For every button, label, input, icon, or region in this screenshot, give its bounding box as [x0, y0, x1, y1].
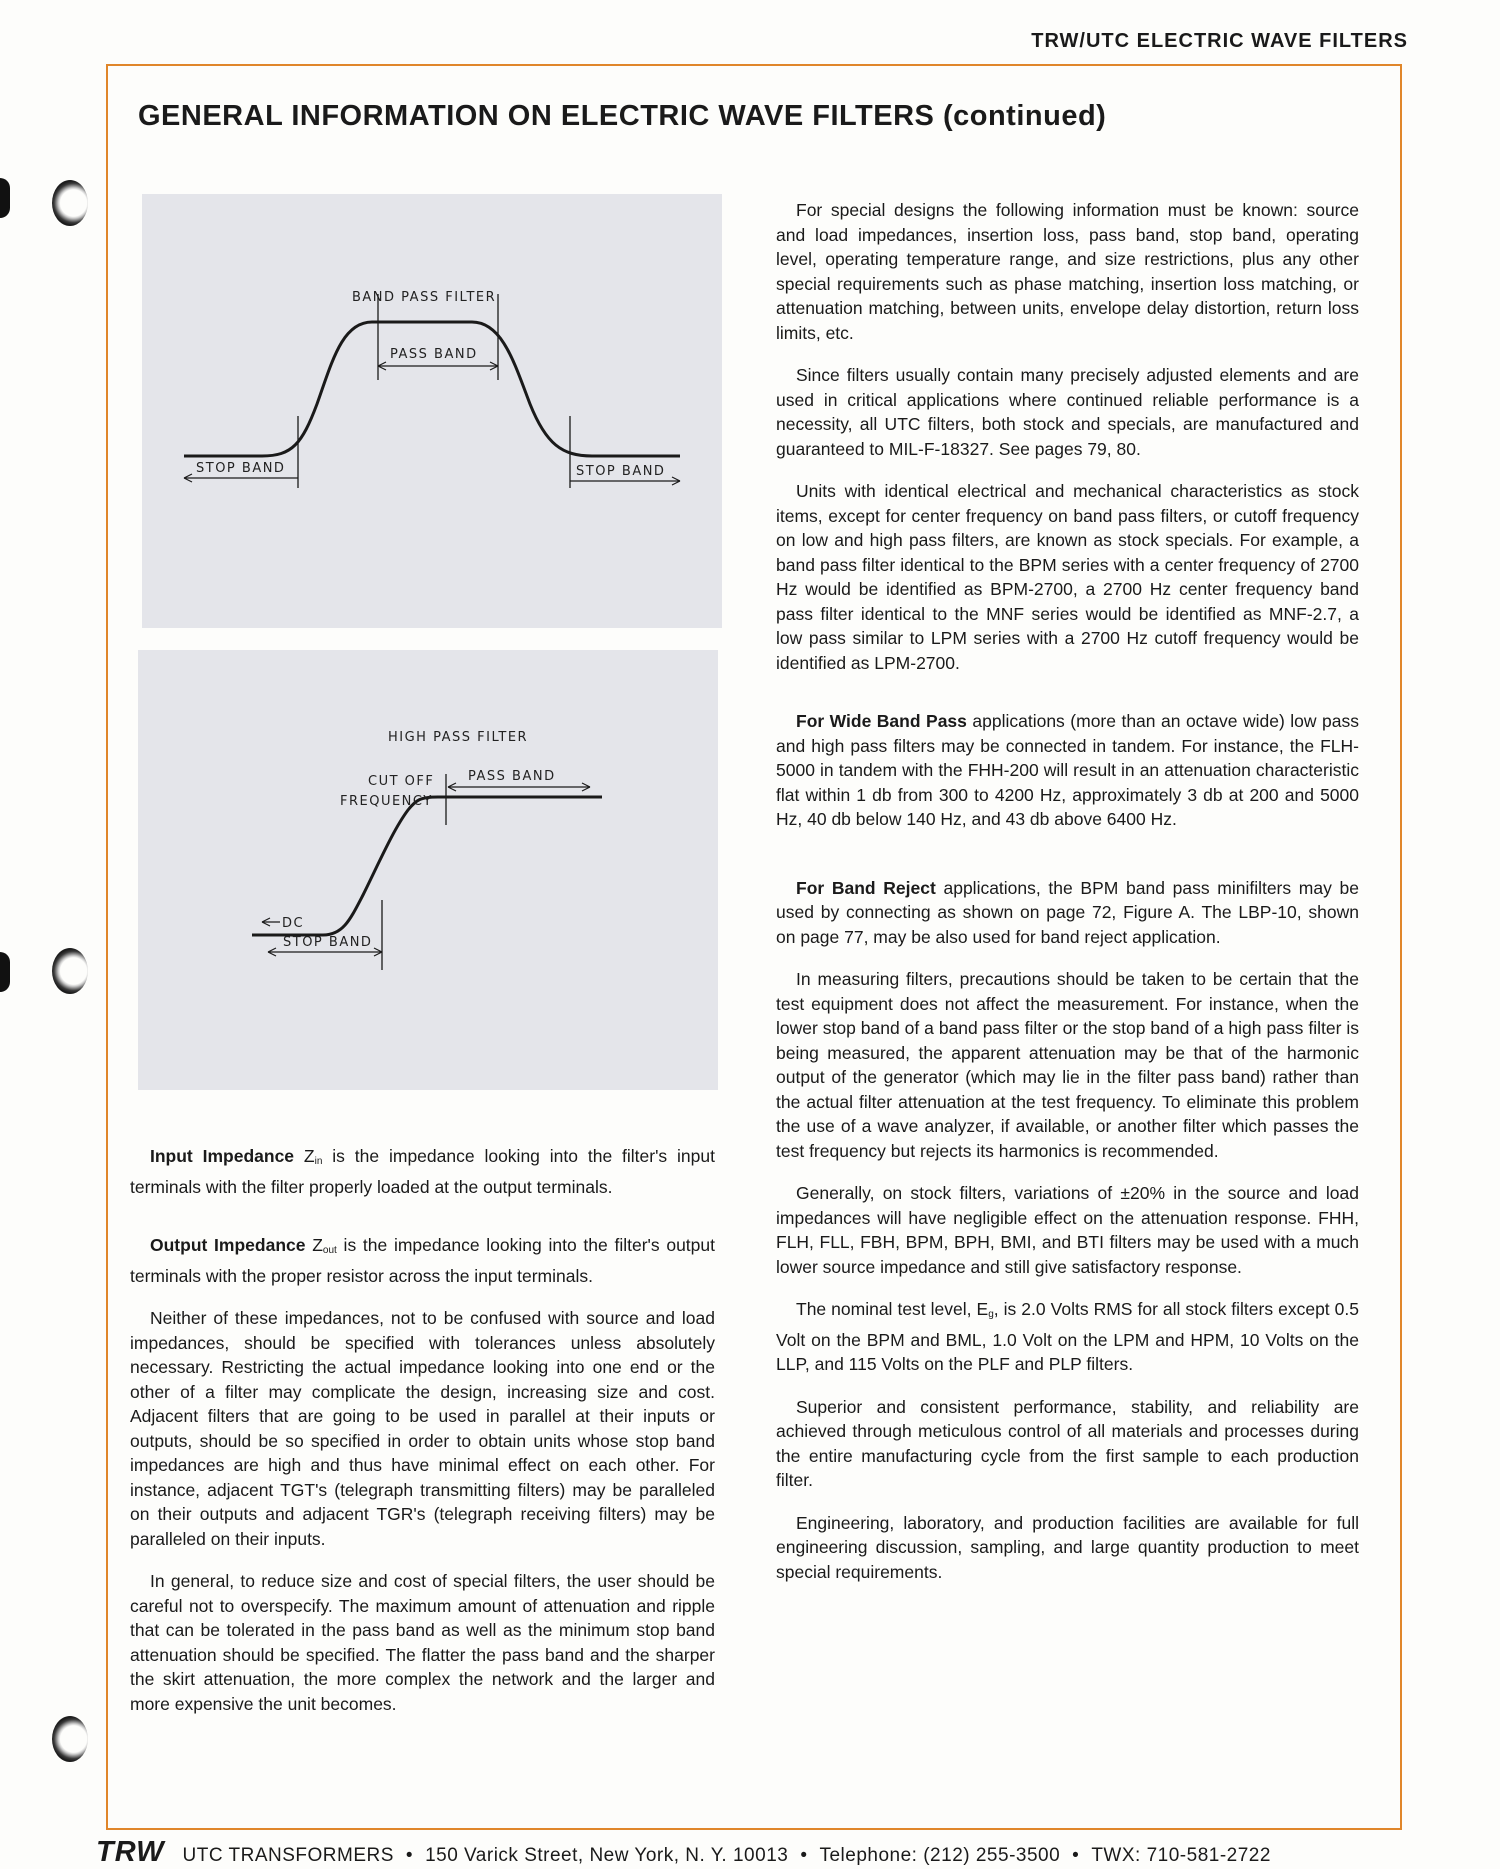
- band-pass-title: BAND PASS FILTER: [352, 290, 497, 305]
- impedance-definitions: [130, 1144, 715, 1734]
- footer-address: 150 Varick Street, New York, N. Y. 10013: [425, 1845, 789, 1866]
- band-pass-figure: [142, 194, 722, 628]
- stop-band-right-label: STOP BAND: [576, 464, 666, 479]
- stop-band-left-label: STOP BAND: [196, 461, 286, 476]
- wide-band-term: For Wide Band Pass: [796, 711, 967, 731]
- dc-label: DC: [282, 916, 305, 931]
- high-pass-diagram: [138, 650, 718, 1090]
- pass-band-label: PASS BAND: [390, 347, 478, 362]
- test-level-paragraph: [776, 1297, 1359, 1377]
- high-pass-title: HIGH PASS FILTER: [388, 730, 529, 745]
- test-level-subscript: g: [988, 1309, 994, 1320]
- wide-band-paragraph: [776, 709, 1359, 832]
- facilities-paragraph: Engineering, laboratory, and production facilities are available for full engineering discussion, sampling, and large quantity production to meet special requirements.: [776, 1512, 1359, 1582]
- input-impedance-term: Input Impedance: [150, 1146, 295, 1166]
- cut-off-label: CUT OFF: [368, 774, 435, 789]
- special-designs-paragraph: For special designs the following information must be known: source and load impedances, insertion loss, pass band, stop band, operating level, operating temperature range, and size restrictions, plus any other special requirements such as phase matching, insertion loss matching, or attenuation matching, between units, envelope delay distortion, return loss limits, etc.: [776, 200, 1359, 343]
- input-impedance-subscript: in: [314, 1156, 323, 1167]
- tolerance-paragraph: Neither of these impedances, not to be confused with source and load impedances, should be specified with tolerances unless absolutely necessary. Restricting the actual impedance looking into one end or the other of a filter may complicate the design, increasing size and cost. Adjacent filters that are going to be used in parallel at their inputs or outputs, should be so specified in order to obtain units whose stop band impedances are high and thus have minimal effect on each other. For instance, adjacent TGT's (telegraph transmitting filters) may be paralleled on their outputs and adjacent TGR's (telegraph receiving filters) may be paralleled on their inputs.: [130, 1308, 715, 1549]
- footer-telephone: Telephone: (212) 255-3500: [819, 1845, 1061, 1866]
- edge-mark: [0, 952, 10, 992]
- footer-bullet: •: [405, 1845, 414, 1866]
- footer-company: UTC TRANSFORMERS: [182, 1845, 394, 1866]
- output-impedance-symbol: Z: [312, 1235, 323, 1255]
- footer: [96, 1836, 1271, 1869]
- binder-hole: [52, 1716, 88, 1762]
- input-impedance-symbol: Z: [303, 1146, 315, 1166]
- output-impedance-text: is the impedance looking into the filter's output terminals with the proper resistor across the input terminals.: [130, 1235, 715, 1286]
- page-title: GENERAL INFORMATION ON ELECTRIC WAVE FILTERS (continued): [138, 100, 1107, 132]
- stock-specials-paragraph: Units with identical electrical and mechanical characteristics as stock items, except for center frequency on band pass filters, or cutoff frequency on low and high pass filters, are known as stock specials. For example, a band pass filter identical to the BPM series with a center frequency of 2700 Hz would be identified as BPM-2700, a 2700 Hz center frequency band pass filter identical to the MNF series would be identified as MNF-2.7, a low pass similar to LPM series with a 2700 Hz cutoff frequency would be identified as LPM-2700.: [776, 481, 1359, 673]
- input-impedance-text: is the impedance looking into the filter's input terminals with the filter properly loaded at the output terminals.: [130, 1146, 715, 1197]
- hp-stop-band-label: STOP BAND: [283, 935, 373, 950]
- measuring-paragraph: In measuring filters, precautions should be taken to be certain that the test equipment does not affect the measurement. For instance, when the lower stop band of a band pass filter or the stop band of a high pass filter is being measured, the apparent attenuation may be that of the harmonic output of the generator (which may lie in the filter pass band) rather than the actual filter attenuation at the test frequency. To eliminate this problem the use of a wave analyzer, if available, or another filter which passes the test frequency but rejects its harmonics is recommended.: [776, 969, 1359, 1161]
- mil-spec-paragraph: Since filters usually contain many precisely adjusted elements and are used in critical applications where continued reliable performance is a necessity, all UTC filters, both stock and specials, are manufactured and guaranteed to MIL-F-18327. See pages 79, 80.: [776, 365, 1359, 459]
- footer-bullet: •: [800, 1845, 808, 1866]
- overspecify-paragraph: In general, to reduce size and cost of special filters, the user should be careful not to overspecify. The maximum amount of attenuation and ripple that can be tolerated in the pass band as well as the minimum stop band attenuation should be specified. The flatter the pass band and the sharper the skirt attenuation, the more complex the network and the larger and more expensive the unit becomes.: [130, 1571, 715, 1714]
- test-level-text-a: The nominal test level, E: [796, 1299, 989, 1319]
- band-reject-term: For Band Reject: [796, 877, 936, 898]
- stock-variation-paragraph: Generally, on stock filters, variations of ±20% in the source and load impedances will have negligible effect on the attenuation response. FHH, FLH, FLL, FBH, BPM, BPH, BMI, and BTI filters may be used with a much lower source impedance and still give satisfactory response.: [776, 1183, 1359, 1277]
- header-brand: TRW/UTC ELECTRIC WAVE FILTERS: [1031, 30, 1408, 52]
- edge-mark: [0, 178, 10, 218]
- cut-off-frequency-label: FREQUENCY: [340, 794, 433, 809]
- input-impedance-paragraph: [130, 1144, 715, 1199]
- right-column: [776, 198, 1359, 1602]
- band-pass-diagram: [142, 194, 722, 628]
- output-impedance-paragraph: [130, 1233, 715, 1288]
- wide-band-text: applications (more than an octave wide) low pass and high pass filters may be connected in tandem. For instance, the FLH-5000 in tandem with the FHH-200 will result in an attenuation characteristic flat within 1 db from 300 to 4200 Hz, approximately 3 db at 200 and 5000 Hz, 40 db below 140 Hz, and 43 db above 6400 Hz.: [776, 711, 1359, 829]
- binder-hole: [52, 948, 88, 994]
- hp-pass-band-label: PASS BAND: [468, 769, 556, 784]
- band-reject-paragraph: [776, 876, 1359, 950]
- footer-bullet: •: [1072, 1845, 1080, 1866]
- binder-hole: [52, 180, 88, 226]
- footer-twx: TWX: 710-581-2722: [1091, 1845, 1271, 1866]
- output-impedance-subscript: out: [322, 1245, 337, 1256]
- output-impedance-term: Output Impedance: [150, 1235, 306, 1255]
- band-pass-curve: [184, 322, 680, 456]
- test-level-text-b: , is 2.0 Volts RMS for all stock filters except 0.5 Volt on the BPM and BML, 1.0 Volt on the LPM and HPM, 10 Volts on the LLP, and 115 Volts on the PLF and PLP filters.: [776, 1299, 1360, 1374]
- trw-logo: TRW: [96, 1836, 165, 1868]
- performance-paragraph: Superior and consistent performance, stability, and reliability are achieved through meticulous control of all materials and processes during the entire manufacturing cycle from the first sample to each production filter.: [776, 1396, 1359, 1490]
- band-reject-text: applications, the BPM band pass minifilters may be used by connecting as shown on page 72, Figure A. The LBP-10, shown on page 77, may be also used for band reject application.: [776, 877, 1359, 947]
- high-pass-figure: [138, 650, 718, 1090]
- high-pass-curve: [252, 797, 602, 935]
